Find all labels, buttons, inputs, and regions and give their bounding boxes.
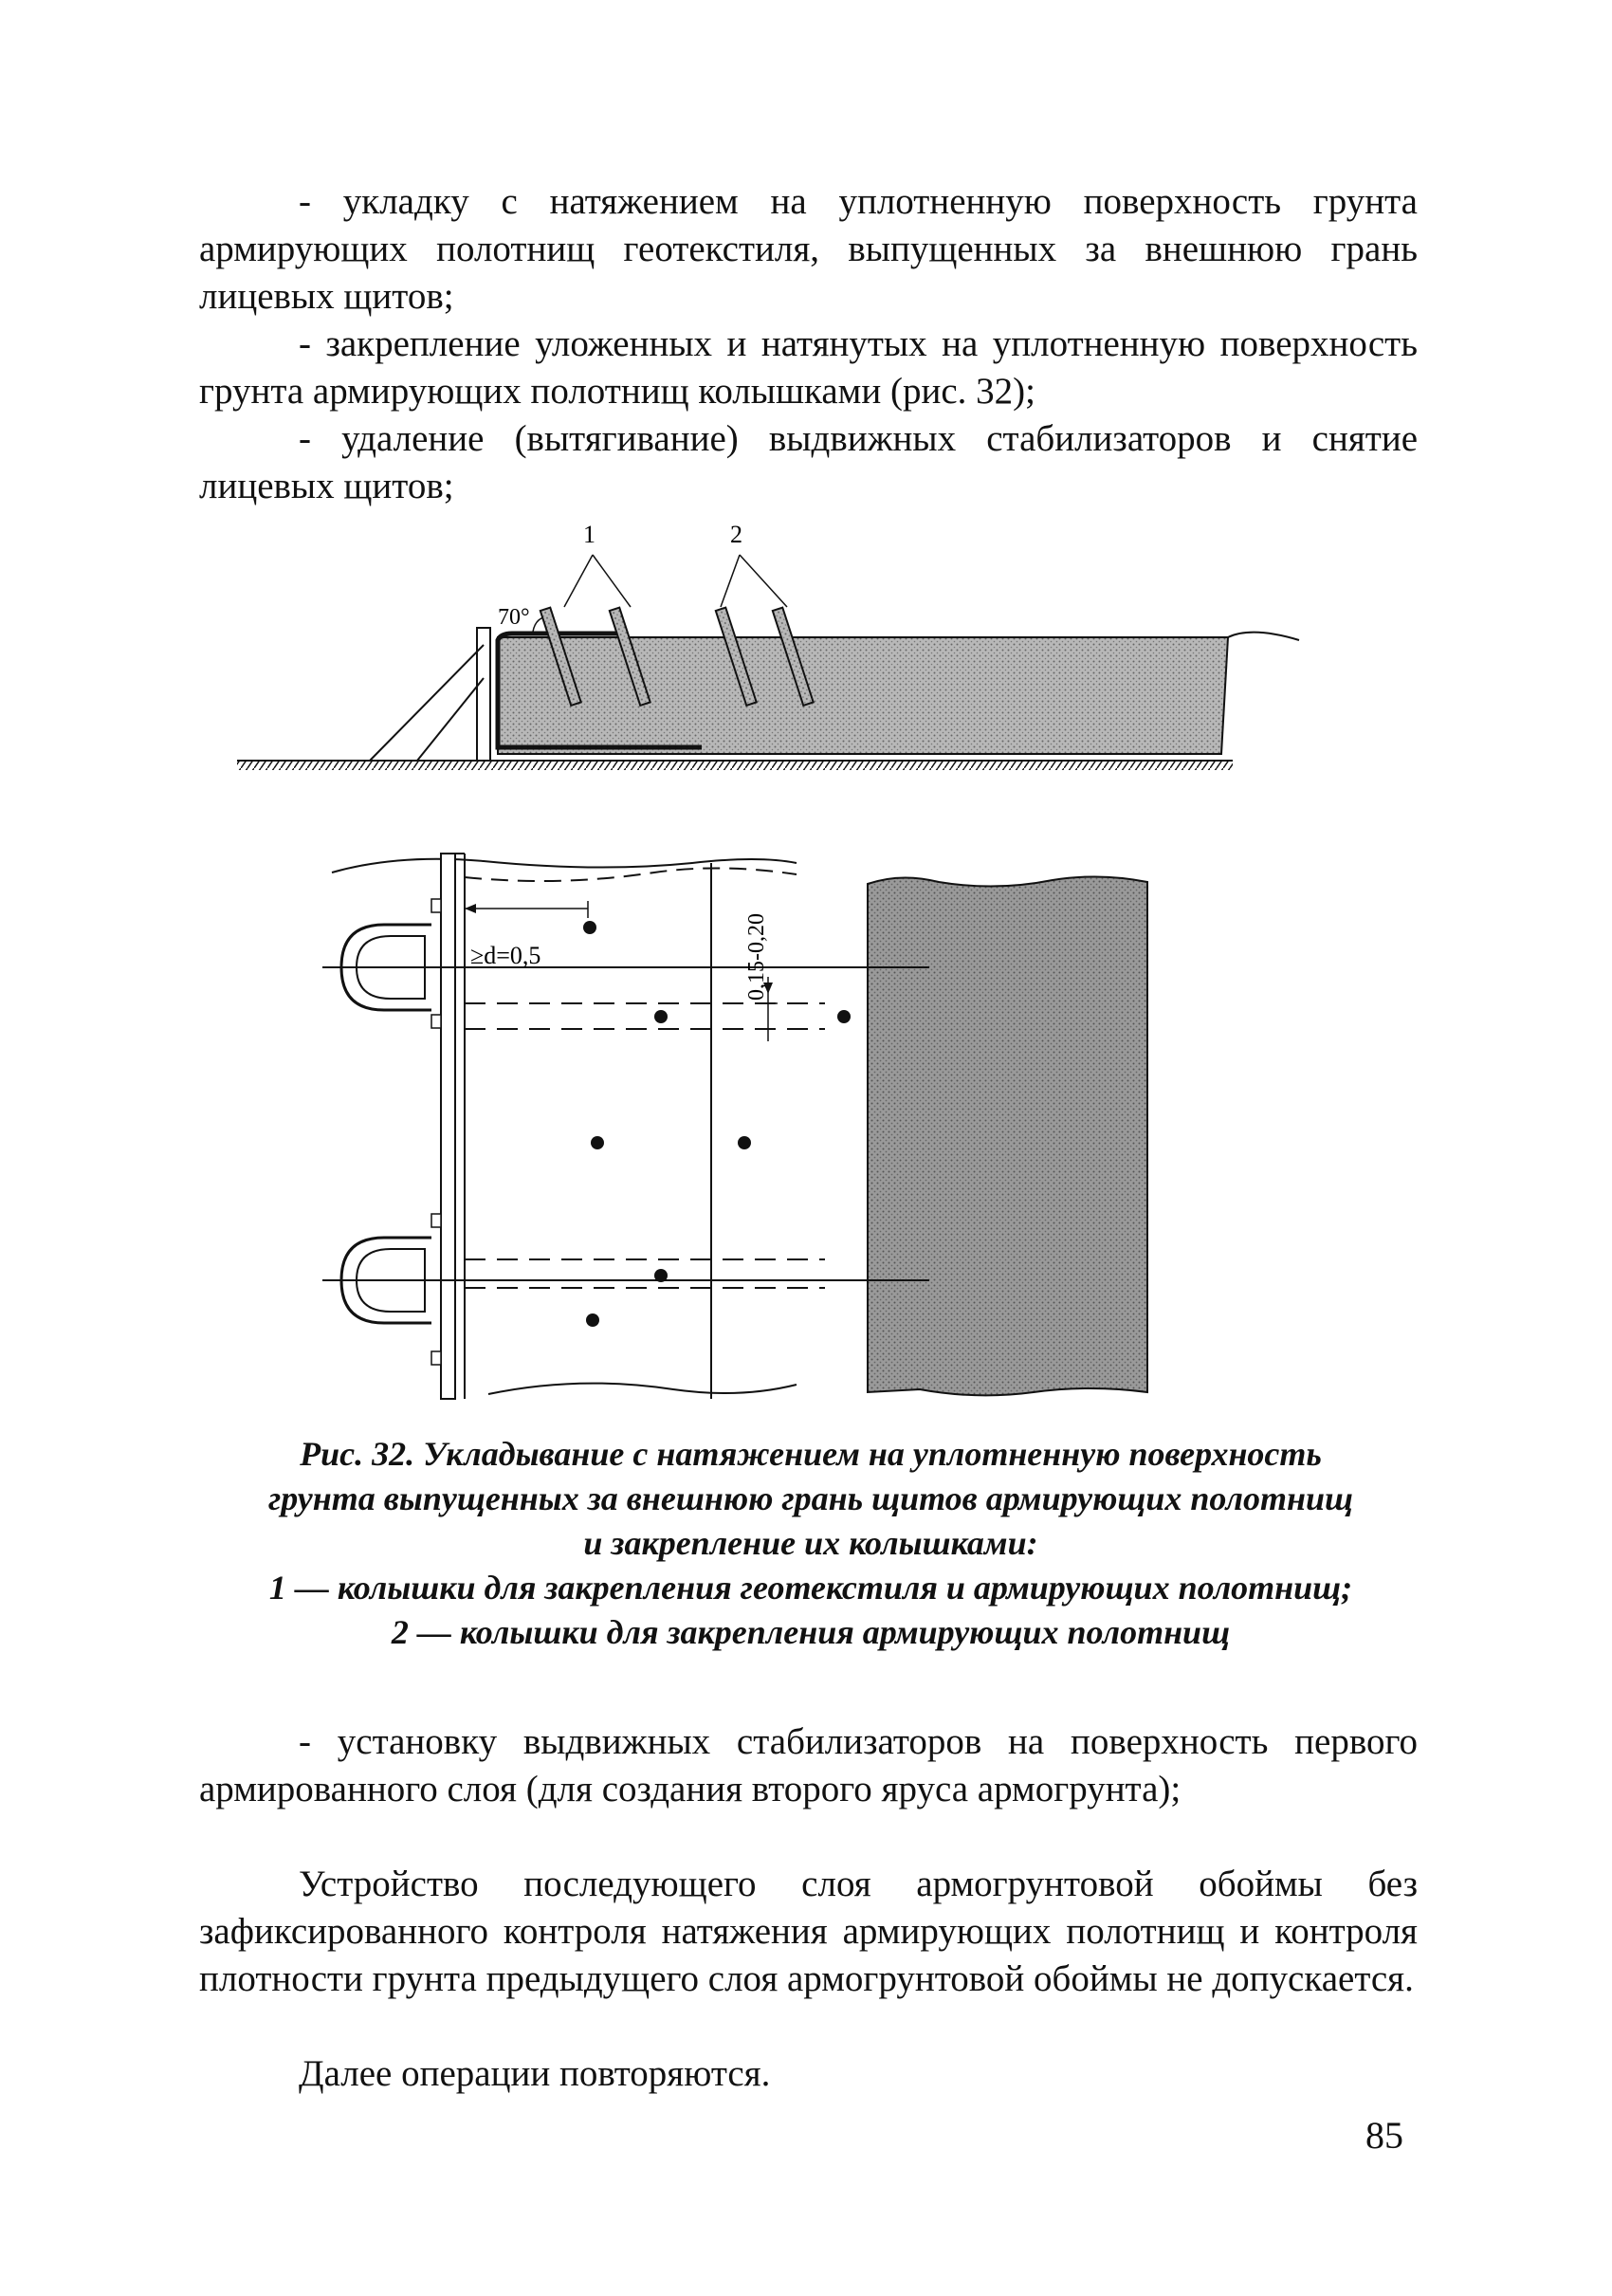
ground-base	[237, 761, 1233, 770]
page-number: 85	[1365, 2114, 1403, 2157]
paragraph-2: - закрепление уложенных и натянутых на уплотненную поверхность грунта армирующих полотнищ колышками (рис. 32);	[199, 323, 1418, 412]
peg-dot	[738, 1136, 751, 1149]
brace-long	[370, 645, 484, 761]
soil-body	[498, 637, 1228, 754]
peg-dot	[654, 1269, 668, 1282]
sheet-top-dash	[465, 868, 797, 881]
brace-short	[417, 678, 484, 761]
paragraph-5: Устройство последующего слоя армогрунтовой обоймы без зафиксированного контроля натяжения армирующих полотнищ и контроля плотности грунта предыдущего слоя армогрунтовой обоймы не допускается.	[199, 1864, 1418, 1999]
ground-line-right	[1228, 633, 1299, 640]
peg-dot	[654, 1010, 668, 1023]
label-2: 2	[730, 521, 742, 548]
sheet-bottom-edge	[488, 1384, 797, 1394]
sheet-top-edge	[332, 859, 797, 872]
paragraph-6: Далее операции повторяются.	[299, 2053, 771, 2094]
plan-view-figure	[313, 835, 1299, 1423]
angle-label: 70°	[498, 605, 530, 630]
label-1: 1	[583, 521, 595, 548]
face-panel-plan	[441, 854, 455, 1399]
peg-dot	[583, 921, 596, 934]
peg-dot	[837, 1010, 851, 1023]
offset-label: 0,15-0,20	[744, 913, 769, 1001]
peg-dot	[591, 1136, 604, 1149]
soil-area	[868, 876, 1147, 1395]
peg-dot	[586, 1313, 599, 1327]
paragraph-3: - удаление (вытягивание) выдвижных стабилизаторов и снятие лицевых щитов;	[199, 418, 1418, 506]
paragraph-1: - укладку с натяжением на уплотненную поверхность грунта армирующих полотнищ геотекстиля, выпущенных за внешнюю грань лицевых щитов;	[199, 181, 1418, 317]
figure-caption: Рис. 32. Укладывание с натяжением на уплотненную поверхность грунта выпущенных за внешнюю грань щитов армирующих полотнищ и закрепление их колышками: 1 — колышки для закрепления геотекстиля и армирующих полотнищ; 2 — колышки для закрепления армирующих полотнищ	[267, 1435, 1354, 1651]
paragraph-4: - установку выдвижных стабилизаторов на поверхность первого армированного слоя (для создания второго яруса армогрунта);	[199, 1721, 1418, 1809]
cross-section-figure	[228, 512, 1309, 787]
face-panel	[477, 628, 490, 761]
spacing-label: ≥d=0,5	[470, 942, 541, 969]
